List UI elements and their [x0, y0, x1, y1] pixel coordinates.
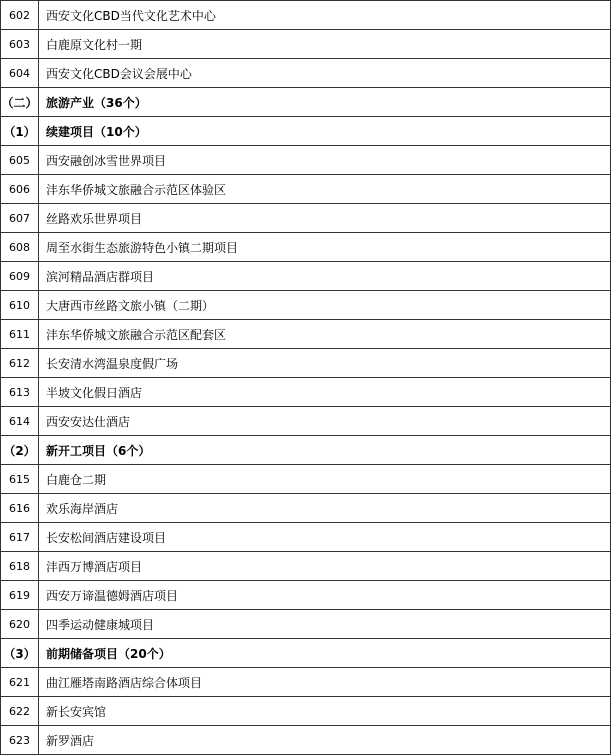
table-row	[1, 233, 611, 262]
row-number: 603	[1, 30, 39, 59]
project-name: 前期储备项目（20个）	[39, 639, 611, 668]
section-header-row	[1, 436, 611, 465]
table-row	[1, 146, 611, 175]
row-number: 616	[1, 494, 39, 523]
row-number: 614	[1, 407, 39, 436]
table-row	[1, 320, 611, 349]
row-number: 623	[1, 726, 39, 755]
table-row	[1, 523, 611, 552]
project-name: 西安文化CBD会议会展中心	[39, 59, 611, 88]
row-number: 605	[1, 146, 39, 175]
table-row	[1, 291, 611, 320]
section-header-row	[1, 117, 611, 146]
project-name: 沣东华侨城文旅融合示范区配套区	[39, 320, 611, 349]
row-number: （3）	[1, 639, 39, 668]
table-row	[1, 465, 611, 494]
project-name: 旅游产业（36个）	[39, 88, 611, 117]
project-name: 西安融创冰雪世界项目	[39, 146, 611, 175]
table-row	[1, 349, 611, 378]
project-name: 西安万谛温德姆酒店项目	[39, 581, 611, 610]
project-name: 白鹿仓二期	[39, 465, 611, 494]
table-row	[1, 494, 611, 523]
project-name: 沣西万博酒店项目	[39, 552, 611, 581]
row-number: 621	[1, 668, 39, 697]
project-name: 白鹿原文化村一期	[39, 30, 611, 59]
row-number: 613	[1, 378, 39, 407]
project-name: 新长安宾馆	[39, 697, 611, 726]
project-name: 周至水街生态旅游特色小镇二期项目	[39, 233, 611, 262]
table-row	[1, 378, 611, 407]
row-number: 615	[1, 465, 39, 494]
row-number: 611	[1, 320, 39, 349]
table-row	[1, 204, 611, 233]
row-number: 602	[1, 1, 39, 30]
row-number: 607	[1, 204, 39, 233]
row-number: （2）	[1, 436, 39, 465]
table-row	[1, 1, 611, 30]
row-number: （二）	[1, 88, 39, 117]
row-number: 618	[1, 552, 39, 581]
project-name: 滨河精品酒店群项目	[39, 262, 611, 291]
project-name: 大唐西市丝路文旅小镇（二期）	[39, 291, 611, 320]
table-row	[1, 610, 611, 639]
row-number: 612	[1, 349, 39, 378]
project-name: 长安松间酒店建设项目	[39, 523, 611, 552]
row-number: 617	[1, 523, 39, 552]
table-row	[1, 552, 611, 581]
project-name: 新罗酒店	[39, 726, 611, 755]
row-number: 604	[1, 59, 39, 88]
project-name: 续建项目（10个）	[39, 117, 611, 146]
row-number: 606	[1, 175, 39, 204]
project-name: 半坡文化假日酒店	[39, 378, 611, 407]
table-row	[1, 30, 611, 59]
row-number: 608	[1, 233, 39, 262]
project-name: 曲江雁塔南路酒店综合体项目	[39, 668, 611, 697]
project-name: 沣东华侨城文旅融合示范区体验区	[39, 175, 611, 204]
project-table-body	[1, 1, 611, 755]
row-number: （1）	[1, 117, 39, 146]
section-header-row	[1, 88, 611, 117]
table-row	[1, 726, 611, 755]
row-number: 610	[1, 291, 39, 320]
table-row	[1, 581, 611, 610]
table-row	[1, 697, 611, 726]
row-number: 619	[1, 581, 39, 610]
table-row	[1, 262, 611, 291]
table-row	[1, 175, 611, 204]
project-name: 欢乐海岸酒店	[39, 494, 611, 523]
table-row	[1, 668, 611, 697]
project-name: 丝路欢乐世界项目	[39, 204, 611, 233]
project-name: 长安清水湾温泉度假广场	[39, 349, 611, 378]
row-number: 620	[1, 610, 39, 639]
table-row	[1, 407, 611, 436]
row-number: 622	[1, 697, 39, 726]
project-name: 西安安达仕酒店	[39, 407, 611, 436]
section-header-row	[1, 639, 611, 668]
project-name: 四季运动健康城项目	[39, 610, 611, 639]
row-number: 609	[1, 262, 39, 291]
table-row	[1, 59, 611, 88]
project-name: 西安文化CBD当代文化艺术中心	[39, 1, 611, 30]
project-name: 新开工项目（6个）	[39, 436, 611, 465]
